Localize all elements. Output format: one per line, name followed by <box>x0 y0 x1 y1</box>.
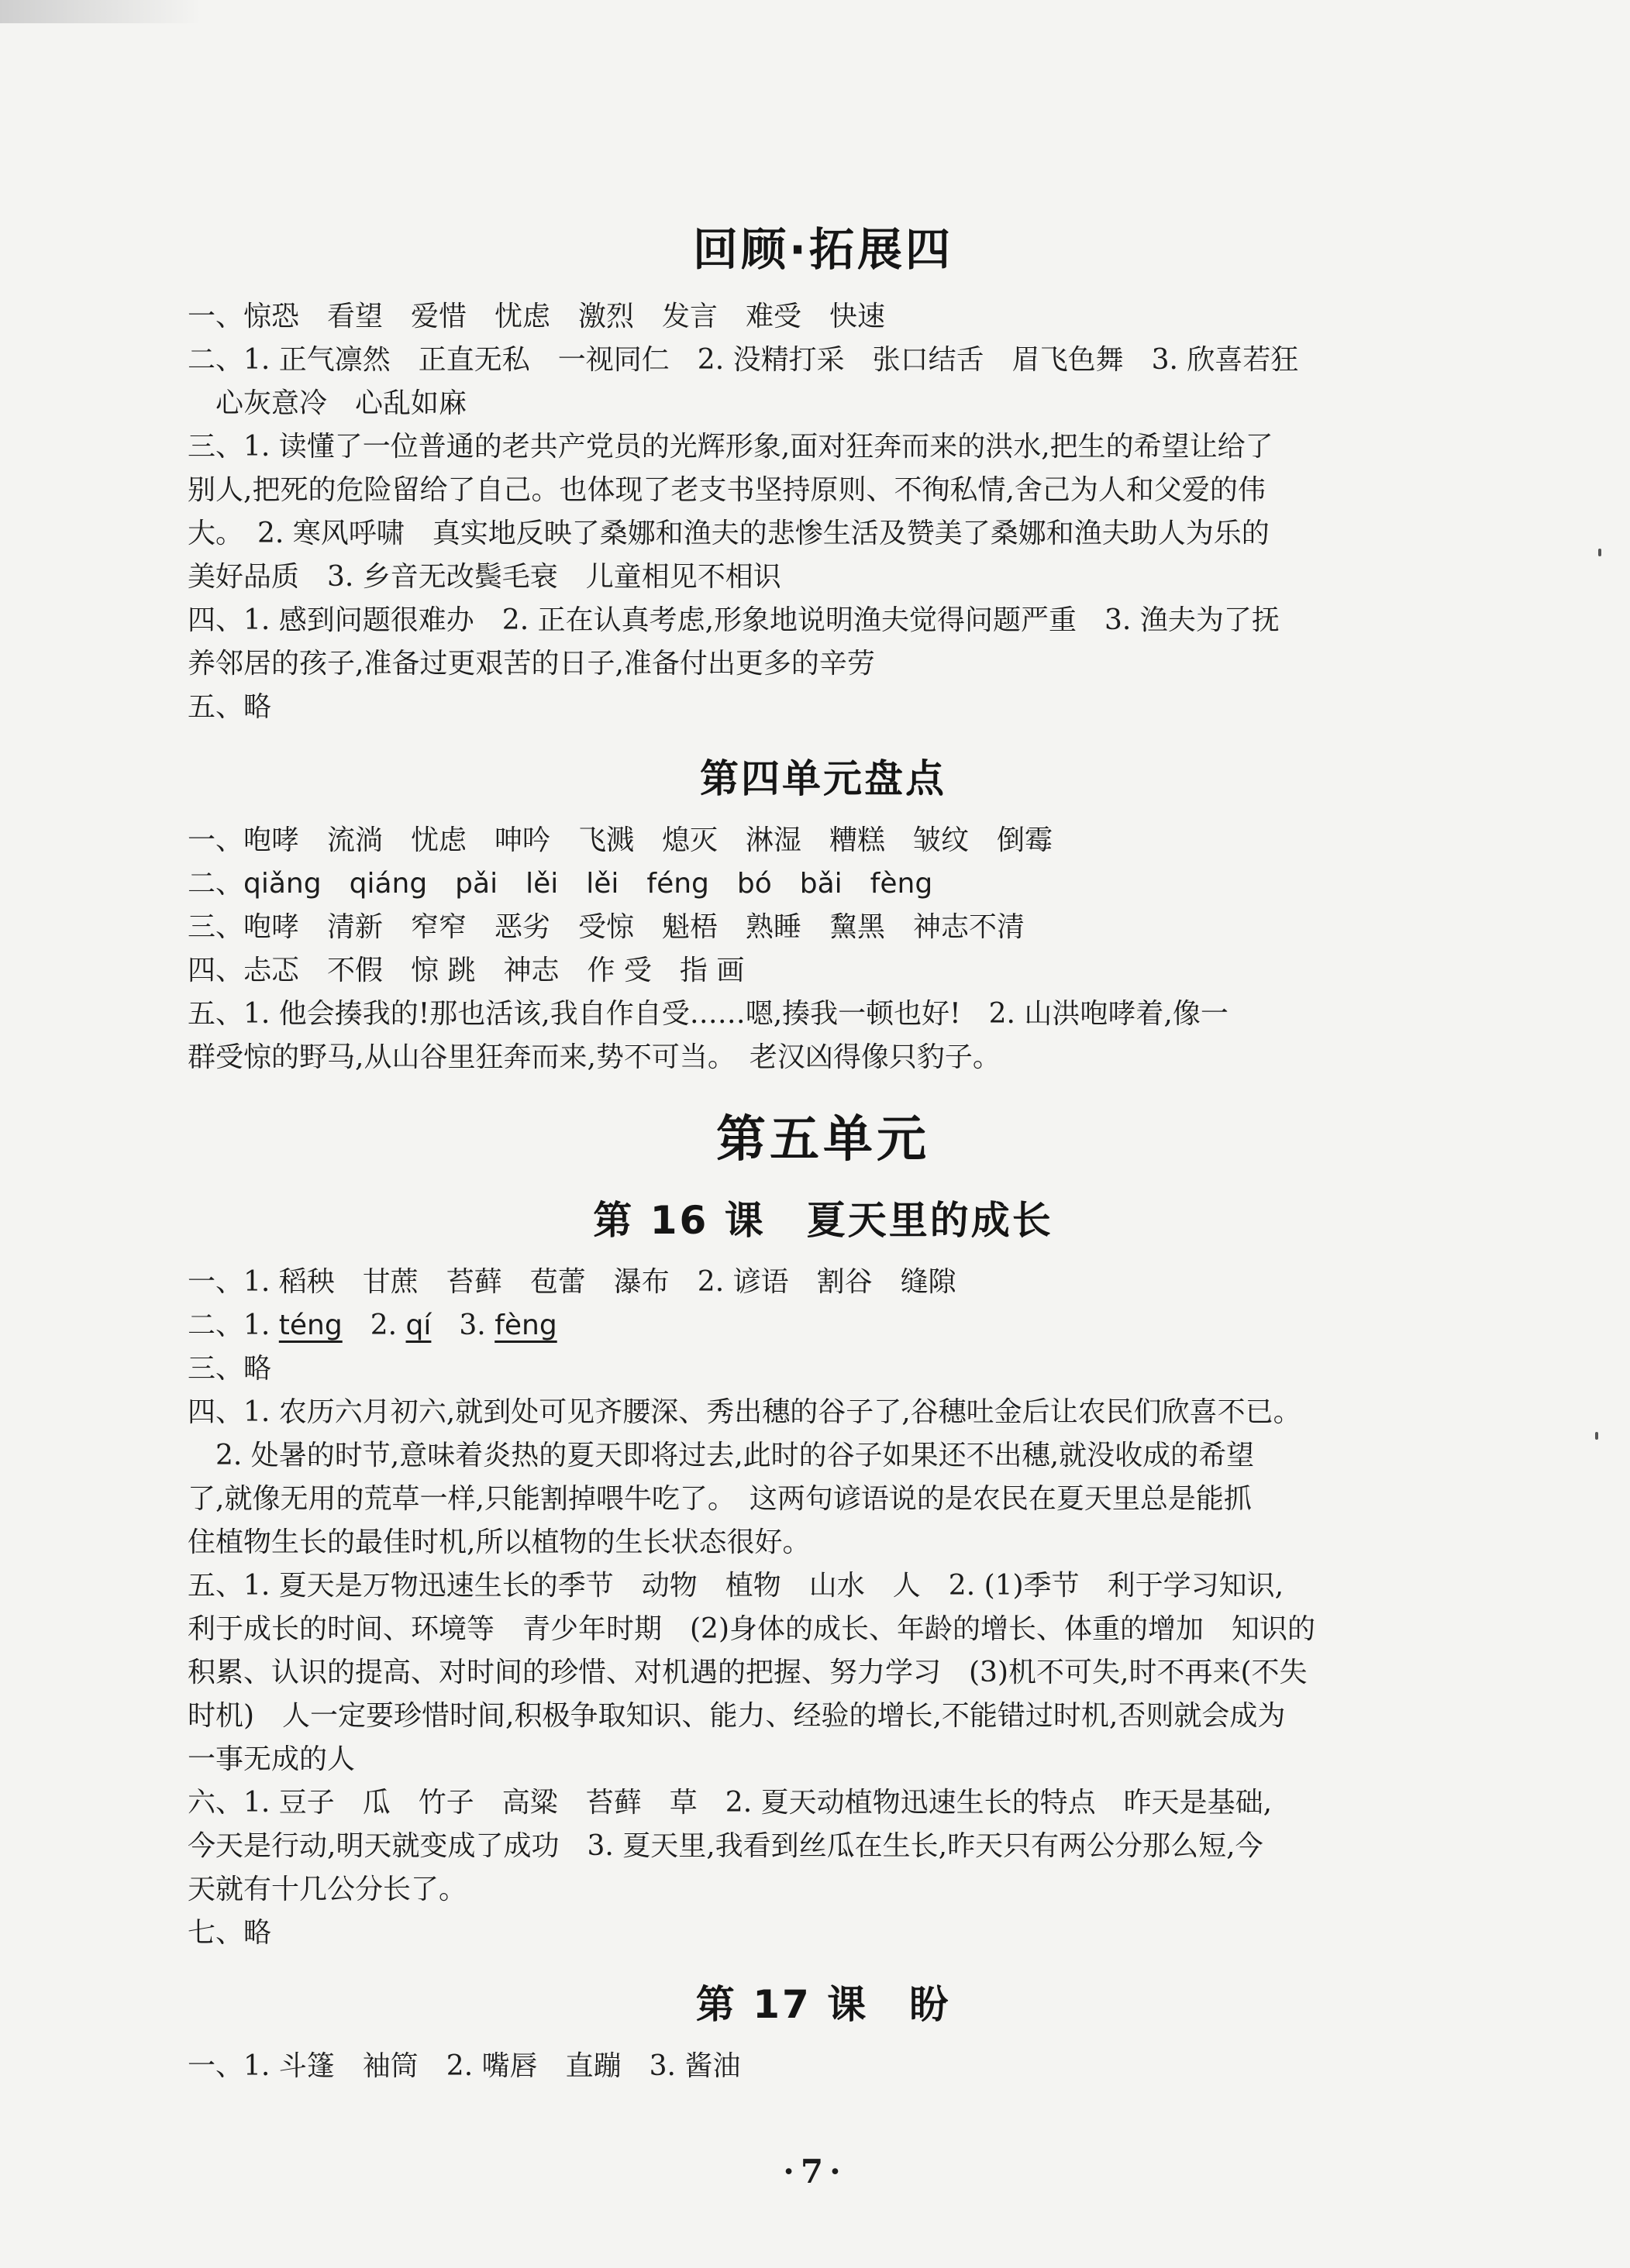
scan-edge-shadow <box>0 0 202 23</box>
unit4-line: 一、咆哮 流淌 忧虑 呻吟 飞溅 熄灭 淋湿 糟糕 皱纹 倒霉 <box>188 824 1053 856</box>
lesson16-line: 了,就像无用的荒草一样,只能割掉喂牛吃了。 这两句谚语说的是农民在夏天里总是能抓 <box>188 1483 1252 1515</box>
lesson-16-title: 第 16 课 夏天里的成长 <box>593 1198 1053 1243</box>
review-line: 四、1. 感到问题很难办 2. 正在认真考虑,形象地说明渔夫觉得问题严重 3. 渔夫为了抚 <box>188 604 1280 636</box>
lesson16-line: 积累、认识的提高、对时间的珍惜、对机遇的把握、努力学习 (3)机不可失,时不再来(不失 <box>188 1657 1308 1688</box>
review-line: 三、1. 读懂了一位普通的老共产党员的光辉形象,面对狂奔而来的洪水,把生的希望让给了 <box>188 431 1273 463</box>
pinyin-answer: fèng <box>495 1310 557 1341</box>
lesson16-line-prefix: 二、1. <box>188 1310 279 1341</box>
review-line: 别人,把死的危险留给了自己。也体现了老支书坚持原则、不徇私情,舍己为人和父爱的伟 <box>188 474 1266 506</box>
pinyin-answer: qí <box>405 1310 432 1341</box>
review-line: 美好品质 3. 乡音无改鬓毛衰 儿童相见不相识 <box>188 561 781 593</box>
page-content <box>188 205 1459 2088</box>
scan-speck <box>1595 1432 1598 1440</box>
review-line: 大。 2. 寒风呼啸 真实地反映了桑娜和渔夫的悲惨生活及赞美了桑娜和渔夫助人为乐的 <box>188 518 1270 549</box>
lesson16-line: 四、1. 农历六月初六,就到处可见齐腰深、秀出穗的谷子了,谷穗吐金后让农民们欣喜不已。 <box>188 1396 1301 1428</box>
unit4-line: 五、1. 他会揍我的!那也活该,我自作自受……嗯,揍我一顿也好! 2. 山洪咆哮着,像一 <box>188 998 1229 1030</box>
unit4-pinyin: qiǎng qiáng pǎi lěi lěi féng bó bǎi fèng <box>243 868 933 900</box>
lesson16-line: 利于成长的时间、环境等 青少年时期 (2)身体的成长、年龄的增长、体重的增加 知识的 <box>188 1613 1315 1645</box>
review-line: 二、1. 正气凛然 正直无私 一视同仁 2. 没精打采 张口结舌 眉飞色舞 3. 欣喜若狂 <box>188 344 1299 376</box>
lesson16-line: 五、1. 夏天是万物迅速生长的季节 动物 植物 山水 人 2. (1)季节 利于学习知识, <box>188 1570 1284 1602</box>
lesson16-line: 时机) 人一定要珍惜时间,积极争取知识、能力、经验的增长,不能错过时机,否则就会成为 <box>188 1700 1286 1732</box>
review-line: 五、略 <box>188 691 272 723</box>
unit-five-title: 第五单元 <box>716 1111 930 1168</box>
review-line: 养邻居的孩子,准备过更艰苦的日子,准备付出更多的辛劳 <box>188 648 875 680</box>
lesson16-line: 六、1. 豆子 瓜 竹子 高粱 苔藓 草 2. 夏天动植物迅速生长的特点 昨天是基础, <box>188 1787 1273 1819</box>
lesson16-line: 天就有十几公分长了。 <box>188 1874 467 1905</box>
unit4-line: 三、咆哮 清新 窄窄 恶劣 受惊 魁梧 熟睡 黧黑 神志不清 <box>188 911 1025 943</box>
lesson16-line: 住植物生长的最佳时机,所以植物的生长状态很好。 <box>188 1526 811 1558</box>
lesson16-line: 2. 处暑的时节,意味着炎热的夏天即将过去,此时的谷子如果还不出穗,就没收成的希望 <box>215 1440 1255 1471</box>
page-number: ·7· <box>783 2153 847 2191</box>
lesson16-pinyin-line <box>188 1304 1459 1347</box>
item-number: 3. <box>431 1310 495 1341</box>
unit4-line-prefix: 二、 <box>188 868 244 900</box>
lesson-17-title: 第 17 课 盼 <box>695 1982 951 2027</box>
section-title-review-four: 回顾·拓展四 <box>692 223 954 276</box>
unit4-pinyin-line <box>188 862 1459 906</box>
scan-speck <box>1598 549 1601 556</box>
lesson16-line: 一事无成的人 <box>188 1743 356 1775</box>
lesson16-line: 三、略 <box>188 1353 272 1385</box>
unit4-line: 四、忐忑 不假 惊 跳 神志 作 受 指 画 <box>188 955 745 986</box>
review-line: 一、惊恐 看望 爱惜 忧虑 激烈 发言 难受 快速 <box>188 301 886 332</box>
lesson17-line: 一、1. 斗篷 袖筒 2. 嘴唇 直蹦 3. 酱油 <box>188 2050 741 2082</box>
section-title-unit-four-summary: 第四单元盘点 <box>700 756 946 801</box>
lesson16-line: 今天是行动,明天就变成了成功 3. 夏天里,我看到丝瓜在生长,昨天只有两公分那么短,今 <box>188 1830 1263 1862</box>
lesson16-line: 七、略 <box>188 1917 272 1949</box>
unit4-line: 群受惊的野马,从山谷里狂奔而来,势不可当。 老汉凶得像只豹子。 <box>188 1041 1001 1073</box>
lesson16-line: 一、1. 稻秧 甘蔗 苔藓 苞蕾 瀑布 2. 谚语 割谷 缝隙 <box>188 1266 956 1298</box>
pinyin-answer: téng <box>278 1310 343 1341</box>
review-line: 心灰意冷 心乱如麻 <box>215 387 467 419</box>
item-number: 2. <box>342 1310 406 1341</box>
